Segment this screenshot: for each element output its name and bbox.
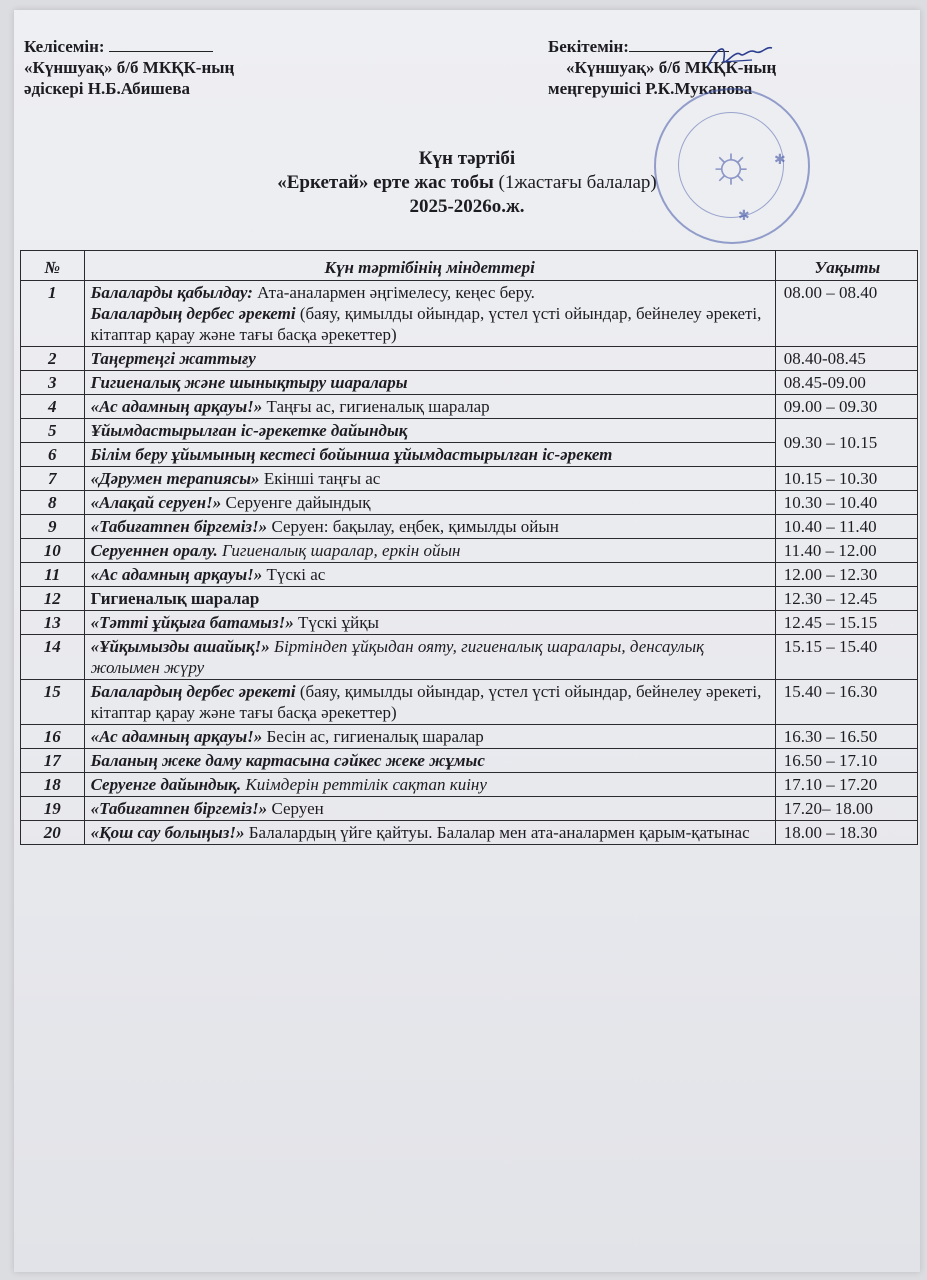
row-time: 15.40 – 16.30 — [775, 680, 917, 725]
row-task — [84, 467, 775, 491]
daily-schedule-table — [20, 250, 918, 845]
row-time: 08.40-08.45 — [775, 347, 917, 371]
row-task — [84, 797, 775, 821]
row-time: 10.40 – 11.40 — [775, 515, 917, 539]
agree-line — [24, 36, 234, 57]
table-row — [21, 773, 918, 797]
document-title — [14, 147, 920, 219]
row-number: 18 — [21, 773, 85, 797]
row-number: 14 — [21, 635, 85, 680]
row-task — [84, 611, 775, 635]
row-time: 11.40 – 12.00 — [775, 539, 917, 563]
row-task — [84, 515, 775, 539]
title-group — [14, 171, 920, 195]
row-number: 20 — [21, 821, 85, 845]
row-task — [84, 539, 775, 563]
emblem-icon: ☼ — [707, 136, 755, 193]
task-text: Серуенге дайындық — [221, 493, 371, 512]
task-text: Біртіндеп ұйқыдан ояту, гигиеналық шаралары, денсаулық жолымен жүру — [90, 637, 705, 677]
task-text: Түскі ас — [262, 565, 326, 584]
task-text: Серуен: бақылау, еңбек, қимылды ойын — [267, 517, 559, 536]
row-task: Гигиеналық және шынықтыру шаралары — [84, 371, 775, 395]
row-time: 18.00 – 18.30 — [775, 821, 917, 845]
row-number: 7 — [21, 467, 85, 491]
row-number: 5 — [21, 419, 85, 443]
agree-label: Келісемін: — [24, 37, 105, 56]
table-row — [21, 347, 918, 371]
row-task: Гигиеналық шаралар — [84, 587, 775, 611]
title-year: 2025-2026о.ж. — [409, 196, 525, 217]
row-number: 11 — [21, 563, 85, 587]
row-task — [84, 395, 775, 419]
handwritten-signature — [704, 40, 774, 76]
row-task — [84, 563, 775, 587]
row-number: 2 — [21, 347, 85, 371]
row-number: 10 — [21, 539, 85, 563]
agree-org: «Күншуақ» б/б МКҚК-ның — [24, 58, 235, 77]
task-lead: «Алақай серуен!» — [90, 493, 222, 512]
task-lead: «Ұйқымызды ашайық!» — [90, 637, 270, 656]
approve-person: меңгерушісі Р.К.Муканова — [548, 79, 753, 98]
approve-label: Бекітемін: — [548, 37, 629, 56]
task-lead: Балаларды қабылдау: — [90, 283, 253, 302]
table-row — [21, 680, 918, 725]
row-number: 9 — [21, 515, 85, 539]
task-text: Гигиеналық шаралар, еркін ойын — [217, 541, 461, 560]
row-task — [84, 491, 775, 515]
row-task: Баланың жеке даму картасына сәйкес жеке жұмыс — [84, 749, 775, 773]
row-number: 13 — [21, 611, 85, 635]
task-text: Таңғы ас, гигиеналық шаралар — [262, 397, 490, 416]
group-name: «Еркетай» ерте жас тобы — [277, 172, 494, 193]
task-lead: «Ас адамның арқауы!» — [90, 565, 263, 584]
task-text: Серуен — [267, 799, 324, 818]
task-lead: Балалардың дербес әрекеті — [90, 304, 296, 323]
row-number: 8 — [21, 491, 85, 515]
row-number: 16 — [21, 725, 85, 749]
row-number: 17 — [21, 749, 85, 773]
group-age: (1жастағы балалар) — [498, 172, 657, 193]
task-lead: «Қош сау болыңыз!» — [90, 823, 245, 842]
row-number: 12 — [21, 587, 85, 611]
table-row — [21, 491, 918, 515]
task-text: Ата-аналармен әңгімелесу, кеңес беру. — [252, 283, 535, 302]
row-task — [84, 635, 775, 680]
table-row — [21, 419, 918, 443]
row-number: 6 — [21, 443, 85, 467]
row-time: 17.10 – 17.20 — [775, 773, 917, 797]
agreement-block — [24, 36, 234, 99]
task-text: Балалардың үйге қайтуы. Балалар мен ата-аналармен қарым-қатынас — [244, 823, 750, 842]
row-number: 1 — [21, 281, 85, 347]
row-time: 16.30 – 16.50 — [775, 725, 917, 749]
table-row — [21, 539, 918, 563]
star-icon: ✱ — [738, 209, 750, 224]
table-header-row — [21, 251, 918, 281]
col-tasks-header: Күн тәртібінің міндеттері — [84, 251, 775, 281]
row-time: 12.00 – 12.30 — [775, 563, 917, 587]
task-text: Түскі ұйқы — [293, 613, 379, 632]
row-number: 19 — [21, 797, 85, 821]
task-lead: «Дәрумен терапиясы» — [90, 469, 260, 488]
task-lead: Серуеннен оралу. — [90, 541, 218, 560]
col-time-header: Уақыты — [775, 251, 917, 281]
row-task — [84, 821, 775, 845]
title-main: Күн тәртібі — [418, 148, 516, 169]
row-time: 12.30 – 12.45 — [775, 587, 917, 611]
task-lead: «Ас адамның арқауы!» — [90, 727, 263, 746]
table-row — [21, 467, 918, 491]
row-task — [84, 281, 775, 347]
row-time: 10.30 – 10.40 — [775, 491, 917, 515]
table-row — [21, 725, 918, 749]
row-time: 12.45 – 15.15 — [775, 611, 917, 635]
task-text: Киімдерін реттілік сақтап киіну — [241, 775, 487, 794]
star-icon: ✱ — [774, 153, 786, 168]
row-time: 15.15 – 15.40 — [775, 635, 917, 680]
approve-org: «Күншуақ» б/б МКҚК-ның — [566, 58, 777, 77]
row-task: Ұйымдастырылған іс-әрекетке дайындық — [84, 419, 775, 443]
row-time: 10.15 – 10.30 — [775, 467, 917, 491]
table-row — [21, 821, 918, 845]
task-lead: Балалардың дербес әрекеті — [90, 682, 296, 701]
row-task: Таңертеңгі жаттығу — [84, 347, 775, 371]
task-lead: «Тәтті ұйқыға батамыз!» — [90, 613, 294, 632]
task-text: (баяу, қимылды ойындар, үстел үсті ойындар, бейнелеу әрекеті, кітаптар қарау және тағы басқа әрекеттер) — [90, 304, 762, 344]
task-text: Екінші таңғы ас — [259, 469, 381, 488]
table-row — [21, 797, 918, 821]
table-row — [21, 611, 918, 635]
row-task — [84, 773, 775, 797]
task-lead: «Ас адамның арқауы!» — [90, 397, 263, 416]
task-lead: «Табиғатпен біргеміз!» — [90, 517, 268, 536]
row-task — [84, 680, 775, 725]
table-row — [21, 635, 918, 680]
table-row — [21, 281, 918, 347]
table-row — [21, 371, 918, 395]
table-row — [21, 395, 918, 419]
row-task: Білім беру ұйымының кестесі бойынша ұйымдастырылған іс-әрекет — [84, 443, 775, 467]
row-time: 09.30 – 10.15 — [775, 419, 917, 467]
row-time: 09.00 – 09.30 — [775, 395, 917, 419]
row-task — [84, 725, 775, 749]
table-row — [21, 563, 918, 587]
row-time: 16.50 – 17.10 — [775, 749, 917, 773]
row-number: 4 — [21, 395, 85, 419]
row-time: 08.45-09.00 — [775, 371, 917, 395]
row-time: 08.00 – 08.40 — [775, 281, 917, 347]
row-number: 3 — [21, 371, 85, 395]
row-time: 17.20– 18.00 — [775, 797, 917, 821]
task-text: Бесін ас, гигиеналық шаралар — [262, 727, 484, 746]
task-lead: Серуенге дайындық. — [90, 775, 242, 794]
col-number-header: № — [21, 251, 85, 281]
row-number: 15 — [21, 680, 85, 725]
table-row — [21, 587, 918, 611]
task-text: (баяу, қимылды ойындар, үстел үсті ойындар, бейнелеу әрекеті, кітаптар қарау және тағы басқа әрекеттер) — [90, 682, 762, 722]
task-lead: «Табиғатпен біргеміз!» — [90, 799, 268, 818]
signature-blank — [109, 37, 213, 52]
agree-person: әдіскері Н.Б.Абишева — [24, 79, 191, 98]
table-row — [21, 749, 918, 773]
document-sheet — [14, 10, 920, 1272]
table-row — [21, 515, 918, 539]
